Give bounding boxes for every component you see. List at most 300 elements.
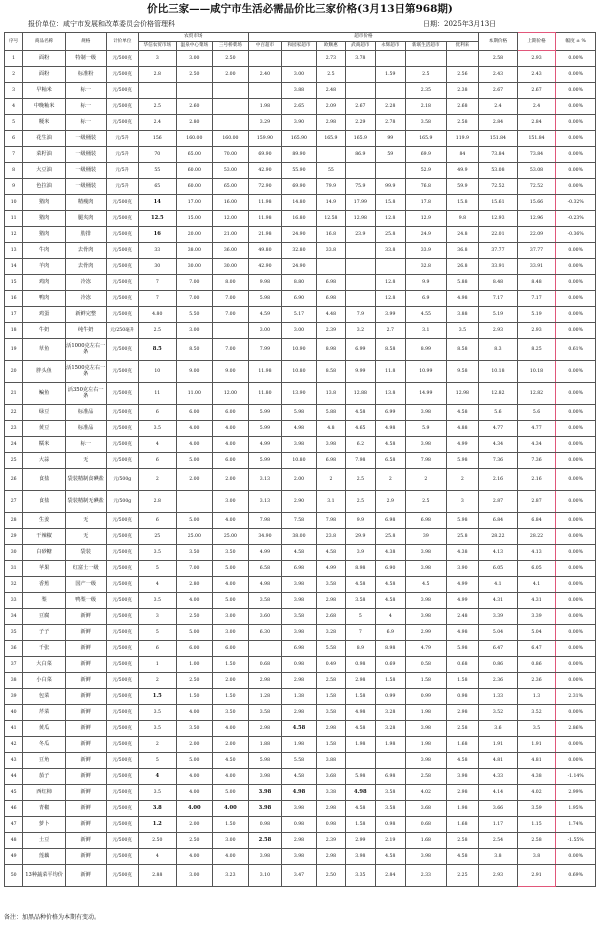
cell-unit: 元/500克: [106, 849, 138, 865]
cell-price: 3.50: [213, 545, 249, 561]
cell-price: 6: [139, 405, 177, 421]
cell-price: 7.99: [248, 339, 282, 361]
cell-price: 3.1: [316, 491, 345, 513]
cell-price: [346, 163, 375, 179]
cell-current: 5.6: [479, 405, 518, 421]
cell-spec: 冷冻: [65, 275, 106, 291]
cell-price: 2: [139, 673, 177, 689]
cell-name: 豆腐: [23, 609, 66, 625]
cell-spec: 无: [65, 529, 106, 545]
cell-price: 2.98: [316, 115, 345, 131]
cell-previous: 2.43: [517, 67, 556, 83]
cell-unit: 元/500克: [106, 817, 138, 833]
cell-change: 0.00%: [556, 673, 596, 689]
cell-price: 65.00: [213, 179, 249, 195]
cell-spec: 标一: [65, 99, 106, 115]
cell-price: 6.98: [316, 291, 345, 307]
cell-spec: 新鲜: [65, 785, 106, 801]
cell-price: 5.99: [248, 421, 282, 437]
cell-price: 2.98: [248, 673, 282, 689]
cell-unit: 元/500克: [106, 641, 138, 657]
cell-current: 2.93: [479, 323, 518, 339]
cell-price: 86.9: [346, 147, 375, 163]
cell-price: 13.90: [282, 383, 317, 405]
cell-price: 1.98: [248, 99, 282, 115]
cell-price: 2.68: [446, 99, 479, 115]
cell-unit: 元/500克: [106, 405, 138, 421]
cell-price: 12.88: [346, 383, 375, 405]
cell-price: 30: [139, 259, 177, 275]
cell-price: 156: [139, 131, 177, 147]
cell-price: 2.99: [346, 833, 375, 849]
cell-price: 4.98: [248, 577, 282, 593]
cell-price: 3.78: [346, 51, 375, 67]
cell-price: 3.00: [282, 67, 317, 83]
cell-price: 69.90: [248, 147, 282, 163]
cell-price: 5.98: [282, 405, 317, 421]
cell-change: 0.00%: [556, 561, 596, 577]
cell-price: 3.5: [139, 705, 177, 721]
cell-unit: 元/500克: [106, 673, 138, 689]
cell-seq: 33: [5, 593, 23, 609]
cell-price: 3.50: [176, 545, 213, 561]
cell-unit: 元/500克: [106, 593, 138, 609]
cell-price: 10.99: [406, 361, 447, 383]
cell-price: 38.00: [282, 529, 317, 545]
cell-change: 0.00%: [556, 307, 596, 323]
cell-price: 3: [139, 609, 177, 625]
cell-seq: 14: [5, 259, 23, 275]
cell-price: 2.50: [139, 833, 177, 849]
cell-previous: 2.93: [517, 323, 556, 339]
cell-price: 2.60: [176, 99, 213, 115]
cell-price: 4.00: [213, 801, 249, 817]
cell-price: 3.5: [139, 545, 177, 561]
cell-price: 3.00: [176, 323, 213, 339]
cell-current: 22.01: [479, 227, 518, 243]
cell-change: 0.00%: [556, 437, 596, 453]
cell-change: 0.00%: [556, 243, 596, 259]
cell-unit: 元/5升: [106, 179, 138, 195]
cell-seq: 8: [5, 163, 23, 179]
cell-spec: 新鲜: [65, 817, 106, 833]
cell-price: [248, 51, 282, 67]
cell-price: 3.58: [346, 593, 375, 609]
cell-spec: 纯牛奶: [65, 323, 106, 339]
cell-price: 5.00: [176, 453, 213, 469]
cell-spec: 鸭梨一级: [65, 593, 106, 609]
cell-spec: 新鲜: [65, 625, 106, 641]
cell-price: 8.58: [375, 339, 405, 361]
table-row: [5, 689, 596, 705]
table-row: [5, 609, 596, 625]
cell-price: 2.4: [139, 115, 177, 131]
cell-price: [375, 163, 405, 179]
cell-price: 4: [375, 609, 405, 625]
cell-price: 1.98: [446, 801, 479, 817]
cell-price: 1.98: [406, 737, 447, 753]
header-store: 和园家超市: [282, 42, 317, 51]
cell-change: 2.99%: [556, 785, 596, 801]
cell-current: 3.8: [479, 849, 518, 865]
cell-name: 牛奶: [23, 323, 66, 339]
cell-current: 28.22: [479, 529, 518, 545]
cell-price: 3.98: [282, 849, 317, 865]
cell-unit: 元/500克: [106, 83, 138, 99]
cell-name: 早籼米: [23, 83, 66, 99]
table-row: [5, 405, 596, 421]
cell-unit: 元/500克: [106, 577, 138, 593]
cell-unit: 元/500克: [106, 361, 138, 383]
cell-unit: 元/500克: [106, 865, 138, 887]
cell-price: 3.28: [375, 721, 405, 737]
cell-previous: 2.93: [517, 51, 556, 67]
cell-price: 165.90: [282, 131, 317, 147]
cell-seq: 29: [5, 529, 23, 545]
cell-current: 72.52: [479, 179, 518, 195]
cell-price: 3.29: [248, 115, 282, 131]
table-row: [5, 259, 596, 275]
cell-price: 60.00: [176, 179, 213, 195]
cell-price: 2.5: [406, 67, 447, 83]
cell-price: 4.00: [213, 421, 249, 437]
cell-current: 2.16: [479, 469, 518, 491]
cell-spec: 新鲜: [65, 609, 106, 625]
cell-previous: 2.67: [517, 83, 556, 99]
cell-current: 15.61: [479, 195, 518, 211]
cell-price: 4.99: [248, 437, 282, 453]
cell-change: -1.14%: [556, 769, 596, 785]
cell-price: 12.00: [213, 211, 249, 227]
cell-name: 香蕉: [23, 577, 66, 593]
cell-price: 2.00: [213, 469, 249, 491]
cell-name: 黄瓜: [23, 721, 66, 737]
cell-current: 2.54: [479, 833, 518, 849]
cell-price: 5.17: [282, 307, 317, 323]
cell-seq: 9: [5, 179, 23, 195]
cell-price: 8.98: [316, 339, 345, 361]
cell-price: 3.68: [406, 801, 447, 817]
cell-spec: 新鲜: [65, 737, 106, 753]
cell-spec: 新鲜: [65, 689, 106, 705]
cell-price: 7: [346, 625, 375, 641]
cell-price: [375, 753, 405, 769]
cell-price: 70: [139, 147, 177, 163]
cell-price: 0.98: [282, 817, 317, 833]
cell-change: 0.00%: [556, 147, 596, 163]
cell-current: 53.08: [479, 163, 518, 179]
cell-price: 2.09: [316, 99, 345, 115]
cell-price: 2.80: [176, 577, 213, 593]
cell-price: 12.98: [446, 383, 479, 405]
cell-price: 25.8: [375, 529, 405, 545]
cell-spec: 新鲜: [65, 865, 106, 887]
cell-current: 1.91: [479, 737, 518, 753]
cell-price: 25.8: [375, 227, 405, 243]
cell-price: 14.99: [406, 383, 447, 405]
cell-spec: 标准品: [65, 421, 106, 437]
cell-spec: 腿夹肉: [65, 211, 106, 227]
header-seq: 序号: [5, 33, 23, 51]
cell-price: 5.00: [176, 625, 213, 641]
cell-seq: 43: [5, 753, 23, 769]
cell-unit: 元/500g: [106, 469, 138, 491]
cell-price: 29.9: [346, 529, 375, 545]
cell-change: 0.00%: [556, 491, 596, 513]
cell-price: [176, 491, 213, 513]
cell-price: 7.00: [213, 307, 249, 323]
cell-name: 生姜: [23, 513, 66, 529]
table-row: [5, 339, 596, 361]
cell-price: 1.58: [375, 673, 405, 689]
table-row: [5, 721, 596, 737]
cell-price: 3.98: [406, 609, 447, 625]
cell-price: 2.5: [346, 469, 375, 491]
cell-price: 36.8: [446, 243, 479, 259]
table-row: [5, 291, 596, 307]
cell-price: [446, 51, 479, 67]
cell-previous: 3.39: [517, 609, 556, 625]
cell-previous: 1.91: [517, 737, 556, 753]
cell-spec: 无: [65, 453, 106, 469]
cell-spec: 红富士一级: [65, 561, 106, 577]
cell-name: 干辣椒: [23, 529, 66, 545]
cell-price: 9.9: [406, 275, 447, 291]
cell-price: 3.00: [248, 323, 282, 339]
cell-price: 7: [139, 291, 177, 307]
cell-price: 4.98: [346, 705, 375, 721]
cell-seq: 50: [5, 865, 23, 887]
table-row: [5, 545, 596, 561]
cell-price: 3.90: [282, 115, 317, 131]
cell-price: 4.79: [406, 641, 447, 657]
cell-price: 165.9: [406, 131, 447, 147]
cell-price: 65.00: [176, 147, 213, 163]
table-row: [5, 83, 596, 99]
header-store: 温泉中心菜场: [176, 42, 213, 51]
cell-previous: 5.04: [517, 625, 556, 641]
cell-price: 165.9: [346, 131, 375, 147]
header-store: 永辉超市: [375, 42, 405, 51]
table-row: [5, 753, 596, 769]
cell-seq: 37: [5, 657, 23, 673]
cell-price: 1.50: [213, 817, 249, 833]
cell-unit: 元/500克: [106, 259, 138, 275]
cell-price: 5.98: [248, 291, 282, 307]
header-store: 三号桥菜场: [213, 42, 249, 51]
cell-price: 7.00: [176, 291, 213, 307]
cell-current: 8.3: [479, 339, 518, 361]
cell-seq: 31: [5, 561, 23, 577]
cell-seq: 11: [5, 211, 23, 227]
cell-price: 3.98: [406, 437, 447, 453]
cell-price: 49.9: [446, 163, 479, 179]
cell-price: 3.58: [248, 593, 282, 609]
cell-price: 2.68: [316, 609, 345, 625]
cell-price: 0.99: [375, 689, 405, 705]
table-row: [5, 529, 596, 545]
cell-price: 0.68: [406, 817, 447, 833]
cell-price: 4.99: [446, 437, 479, 453]
cell-price: 1.58: [346, 689, 375, 705]
cell-price: 4.58: [375, 437, 405, 453]
cell-price: 60.00: [176, 163, 213, 179]
cell-price: 2.98: [282, 833, 317, 849]
cell-price: 2.48: [316, 83, 345, 99]
cell-price: 49.80: [248, 243, 282, 259]
cell-price: 53.00: [213, 163, 249, 179]
cell-spec: 新鲜: [65, 833, 106, 849]
cell-price: 1.58: [346, 817, 375, 833]
cell-change: -0.32%: [556, 195, 596, 211]
cell-price: 2.58: [446, 721, 479, 737]
cell-price: 3.35: [346, 865, 375, 887]
cell-current: 1.33: [479, 689, 518, 705]
cell-price: 3.99: [375, 307, 405, 323]
cell-price: 3.98: [446, 769, 479, 785]
cell-price: 4.58: [375, 849, 405, 865]
cell-price: 119.9: [446, 131, 479, 147]
cell-current: 3.39: [479, 609, 518, 625]
cell-seq: 48: [5, 833, 23, 849]
cell-change: 0.00%: [556, 383, 596, 405]
cell-price: 2.5: [316, 67, 345, 83]
header-store: 华信农贸市场: [139, 42, 177, 51]
cell-current: 151.84: [479, 131, 518, 147]
cell-spec: 一级桶装: [65, 131, 106, 147]
cell-price: 1.68: [446, 817, 479, 833]
cell-unit: 元/500克: [106, 513, 138, 529]
cell-price: 12.00: [213, 383, 249, 405]
cell-price: 3.98: [406, 405, 447, 421]
cell-price: 12.8: [375, 275, 405, 291]
cell-unit: 元/500克: [106, 561, 138, 577]
cell-price: 3.98: [248, 769, 282, 785]
cell-price: 5.9: [406, 421, 447, 437]
cell-spec: 袋装精制无碘盐: [65, 491, 106, 513]
cell-seq: 42: [5, 737, 23, 753]
table-row: [5, 211, 596, 227]
table-row: [5, 361, 596, 383]
cell-price: 8.80: [282, 275, 317, 291]
cell-price: 1.2: [139, 817, 177, 833]
table-row: [5, 625, 596, 641]
table-row: [5, 307, 596, 323]
cell-price: 2.38: [446, 83, 479, 99]
cell-price: 5.88: [316, 405, 345, 421]
cell-change: 0.00%: [556, 849, 596, 865]
cell-seq: 24: [5, 437, 23, 453]
cell-price: 30.00: [176, 259, 213, 275]
cell-name: 绿豆: [23, 405, 66, 421]
cell-name: 莲藕: [23, 849, 66, 865]
cell-previous: 15.66: [517, 195, 556, 211]
cell-price: 2.40: [248, 67, 282, 83]
cell-price: 3.98: [406, 849, 447, 865]
cell-change: -1.55%: [556, 833, 596, 849]
cell-name: 青椒: [23, 801, 66, 817]
cell-name: 萝卜: [23, 817, 66, 833]
table-row: [5, 421, 596, 437]
cell-price: [346, 83, 375, 99]
cell-price: 2.00: [176, 737, 213, 753]
cell-price: 2.80: [176, 115, 213, 131]
cell-change: 0.00%: [556, 361, 596, 383]
cell-price: 6.90: [375, 561, 405, 577]
header-previous: 上期价格: [517, 33, 556, 51]
cell-price: 2.90: [282, 491, 317, 513]
cell-seq: 20: [5, 361, 23, 383]
cell-price: 3.00: [176, 865, 213, 887]
cell-seq: 27: [5, 491, 23, 513]
table-row: [5, 513, 596, 529]
cell-price: [406, 51, 447, 67]
header-spec: 规格: [65, 33, 106, 51]
cell-price: 4.00: [213, 437, 249, 453]
cell-price: 3.88: [446, 307, 479, 323]
cell-price: 4.58: [446, 753, 479, 769]
cell-price: 2.98: [248, 721, 282, 737]
cell-price: 5.58: [282, 753, 317, 769]
cell-price: 3.00: [176, 51, 213, 67]
cell-price: 2.58: [406, 769, 447, 785]
cell-price: 8.58: [446, 339, 479, 361]
cell-price: 2.98: [282, 705, 317, 721]
cell-spec: 一级桶装: [65, 147, 106, 163]
cell-current: 4.33: [479, 769, 518, 785]
cell-price: 0.98: [446, 689, 479, 705]
cell-spec: 精瘦肉: [65, 195, 106, 211]
cell-price: 1.38: [282, 689, 317, 705]
cell-previous: 12.96: [517, 211, 556, 227]
cell-price: [346, 259, 375, 275]
cell-unit: 元/500克: [106, 753, 138, 769]
cell-price: 8.9: [346, 641, 375, 657]
cell-price: 4.00: [213, 769, 249, 785]
cell-current: 4.13: [479, 545, 518, 561]
cell-price: 4.58: [346, 405, 375, 421]
cell-price: 4.98: [282, 421, 317, 437]
cell-price: 9.00: [213, 361, 249, 383]
cell-change: 0.00%: [556, 405, 596, 421]
cell-price: 4.98: [346, 785, 375, 801]
cell-price: 3.98: [406, 753, 447, 769]
cell-spec: 新鲜: [65, 705, 106, 721]
cell-current: 12.82: [479, 383, 518, 405]
cell-change: 0.00%: [556, 83, 596, 99]
cell-price: 75.9: [346, 179, 375, 195]
cell-spec: 标准品: [65, 405, 106, 421]
table-row: [5, 641, 596, 657]
cell-price: 4.99: [316, 561, 345, 577]
cell-seq: 40: [5, 705, 23, 721]
cell-current: 33.91: [479, 259, 518, 275]
cell-seq: 21: [5, 383, 23, 405]
cell-seq: 22: [5, 405, 23, 421]
cell-price: 1.5: [139, 689, 177, 705]
cell-price: 84: [446, 147, 479, 163]
cell-name: 猪肉: [23, 227, 66, 243]
cell-name: 鳊鱼: [23, 383, 66, 405]
table-row: [5, 801, 596, 817]
cell-price: 2.67: [346, 99, 375, 115]
cell-price: 32.80: [282, 243, 317, 259]
cell-price: 3.58: [375, 801, 405, 817]
cell-price: 12.58: [316, 211, 345, 227]
cell-seq: 39: [5, 689, 23, 705]
cell-price: 2.28: [375, 99, 405, 115]
cell-seq: 26: [5, 469, 23, 491]
